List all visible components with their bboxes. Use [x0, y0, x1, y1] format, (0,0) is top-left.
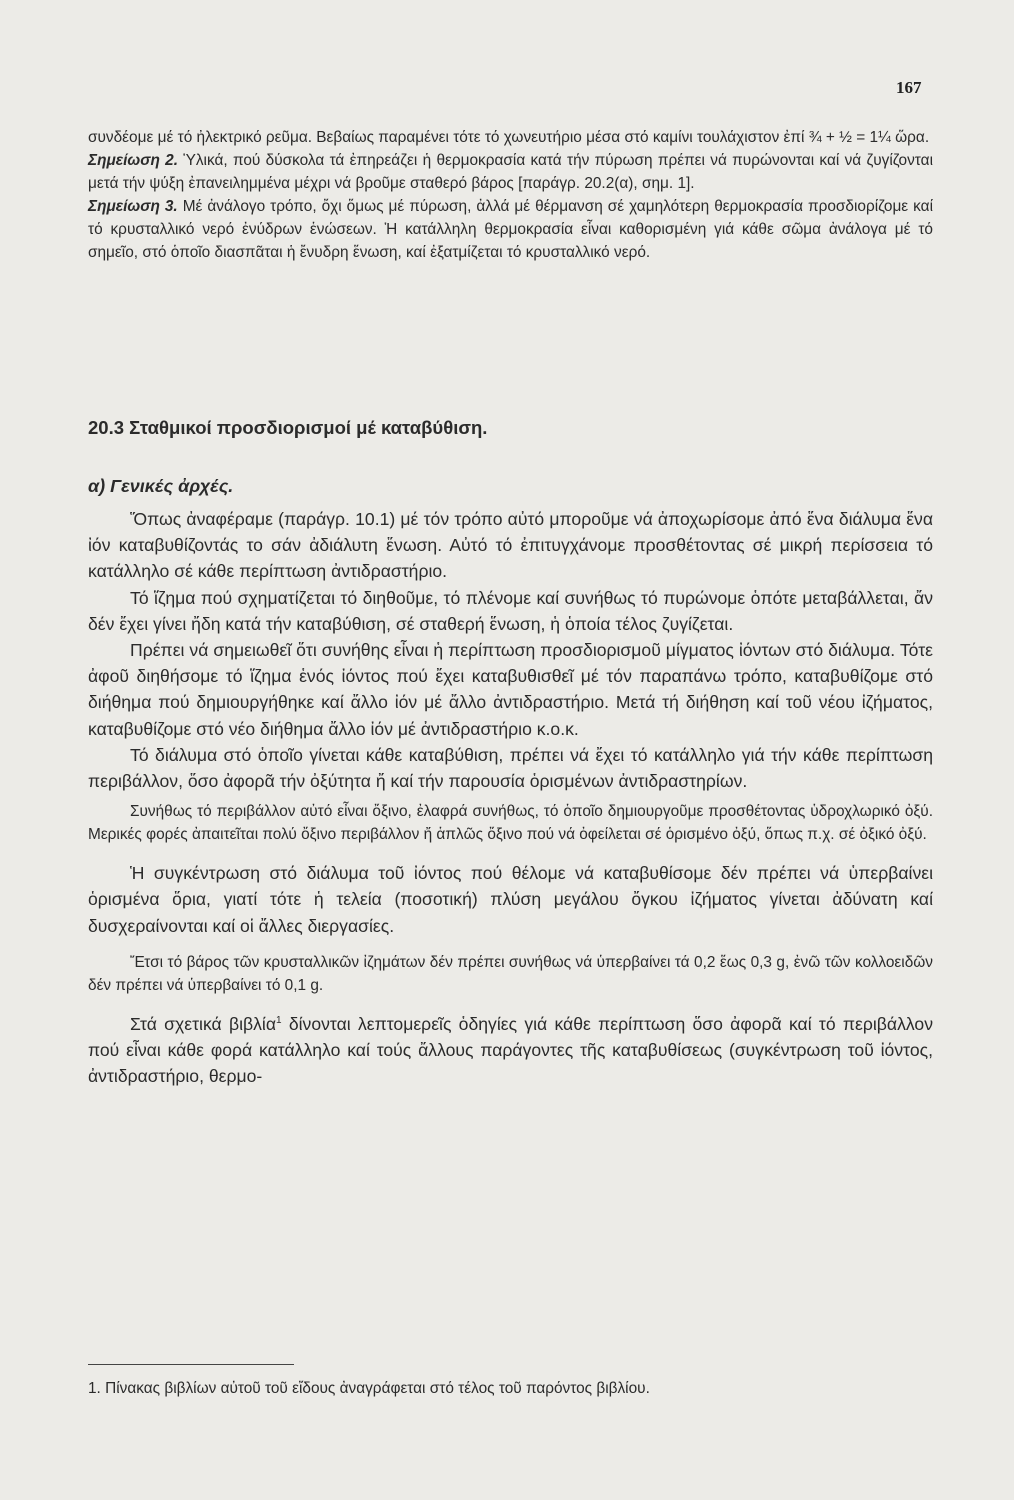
body-paragraph-5: Ἡ συγκέντρωση στό διάλυμα τοῦ ἰόντος πού θέλομε νά καταβυθίσομε δέν πρέπει νά ὑπερβαίνει ὁρισμένα ὅρια, γιατί τότε ἡ τελεία (ποσοτική) πλύση μεγάλου ὄγκου ἰζήματος γίνεται ἀδύνατη καί δυσχεραίνονται καί οἱ ἄλλες διεργασίες.: [88, 863, 933, 936]
note-2: [88, 149, 933, 195]
note-3-text: Μέ ἀνάλογο τρόπο, ὄχι ὅμως μέ πύρωση, ἀλλά μέ θέρμανση σέ χαμηλότερη θερμοκρασία προσδιορίζομε καί τό κρυσταλλικό νερό ἐνύδρων ἑνώσεων. Ἡ κατάλληλη θερμοκρασία εἶναι καθορισμένη γιά κάθε σῶμα ἀνάλογα μέ τό σημεῖο, στό ὁποῖο διασπᾶται ἡ ἔνυδρη ἕνωση, καί ἐξατμίζεται τό κρυσταλλικό νερό.: [88, 198, 933, 261]
note-3: [88, 195, 933, 264]
subsection-title: α) Γενικές ἀρχές.: [88, 476, 234, 496]
note-3-label: Σημείωση 3.: [88, 198, 178, 215]
top-paragraph: συνδέομε μέ τό ἠλεκτρικό ρεῦμα. Βεβαίως παραμένει τότε τό χωνευτήριο μέσα στό καμίνι τουλάχιστον ἐπί ¾ + ½ = 1¼ ὥρα.: [88, 129, 930, 146]
body-paragraph-4: Τό διάλυμα στό ὁποῖο γίνεται κάθε καταβύθιση, πρέπει νά ἔχει τό κατάλληλο γιά τήν κάθε περίπτωση περιβάλλον, ὅσο ἀφορᾶ τήν ὀξύτητα ἤ καί τήν παρουσία ὁρισμένων ἀντιδραστηρίων.: [88, 744, 933, 792]
footnote: 1. Πίνακας βιβλίων αὐτοῦ τοῦ εἴδους ἀναγράφεται στό τέλος τοῦ παρόντος βιβλίου.: [88, 1380, 650, 1397]
body-paragraph-3: Πρέπει νά σημειωθεῖ ὅτι συνήθης εἶναι ἡ περίπτωση προσδιορισμοῦ μίγματος ἰόντων στό διάλυμα. Τότε ἀφοῦ διηθήσομε τό ἵζημα ἑνός ἰόντος πού ἔχει καταβυθισθεῖ μέ τόν παραπάνω τρόπο, καταβυθίζομε στό διήθημα πού δημιουργήθηκε καί ἄλλο ἰόν μέ ἄλλο ἀντιδραστήριο. Μετά τή διήθηση καί τοῦ νέου ἰζήματος, καταβυθίζομε στό νέο διήθημα ἄλλο ἰόν μέ ἀντιδραστήριο κ.ο.κ.: [88, 640, 933, 739]
main-body: [88, 506, 933, 1089]
body-paragraph-2: Τό ἵζημα πού σχηματίζεται τό διηθοῦμε, τό πλένομε καί συνήθως τό πυρώνομε ὁπότε μεταβάλλεται, ἄν δέν ἔχει γίνει ἤδη κατά τήν καταβύθιση, σέ σταθερή ἕνωση, ἡ ὁποία τέλος ζυγίζεται.: [88, 587, 933, 634]
footnote-ref: 1: [276, 1014, 282, 1026]
small-paragraph-2: Ἔτσι τό βάρος τῶν κρυσταλλικῶν ἰζημάτων δέν πρέπει συνήθως νά ὑπερβαίνει τά 0,2 ἕως 0,3 g, ἐνῶ τῶν κολλοειδῶν δέν πρέπει νά ὑπερβαίνει τό 0,1 g.: [88, 953, 933, 994]
page-number: 167: [896, 78, 922, 97]
small-paragraph-1: Συνήθως τό περιβάλλον αὐτό εἶναι ὄξινο, ἐλαφρά συνήθως, τό ὁποῖο δημιουργοῦμε προσθέτοντας ὑδροχλωρικό ὀξύ. Μερικές φορές ἀπαιτεῖται πολύ ὄξινο περιβάλλον ἤ ἁπλῶς ὄξινο πού νά ὀφείλεται σέ ὁρισμένο ὀξύ, ὅπως π.χ. σέ ὀξικό ὀξύ.: [88, 803, 933, 844]
body-paragraph-6-start: Στά σχετικά βιβλία: [130, 1013, 276, 1034]
footnote-divider: [88, 1364, 294, 1365]
body-paragraph-6-rest: δίνονται λεπτομερεῖς ὁδηγίες γιά κάθε περίπτωση ὅσο ἀφορᾶ καί τό περιβάλλον πού εἶναι κάθε φορά κατάλληλο καί τούς ἄλλους παράγοντες τῆς καταβυθίσεως (συγκέντρωση τοῦ ἰόντος, ἀντιδραστήριο, θερμο-: [88, 1013, 933, 1087]
note-2-text: Ὑλικά, πού δύσκολα τά ἐπηρεάζει ἡ θερμοκρασία κατά τήν πύρωση πρέπει νά πυρώνονται καί νά ζυγίζονται μετά τήν ψύξη ἐπανειλημμένα μέχρι νά βροῦμε σταθερό βάρος [παράγρ. 20.2(α), σημ. 1].: [88, 152, 933, 192]
top-notes: [88, 126, 933, 264]
body-paragraph-6: [88, 1011, 933, 1090]
note-2-label: Σημείωση 2.: [88, 152, 179, 169]
section-title: 20.3 Σταθμικοί προσδιορισμοί μέ καταβύθιση.: [88, 417, 488, 438]
body-paragraph-1: Ὅπως ἀναφέραμε (παράγρ. 10.1) μέ τόν τρόπο αὐτό μποροῦμε νά ἀποχωρίσομε ἀπό ἕνα διάλυμα ἕνα ἰόν καταβυθίζοντάς το σάν ἀδιάλυτη ἕνωση. Αὐτό τό ἐπιτυγχάνομε προσθέτοντας σέ μικρή περίσσεια τό κατάλληλο σέ κάθε περίπτωση ἀντιδραστήριο.: [88, 509, 933, 582]
